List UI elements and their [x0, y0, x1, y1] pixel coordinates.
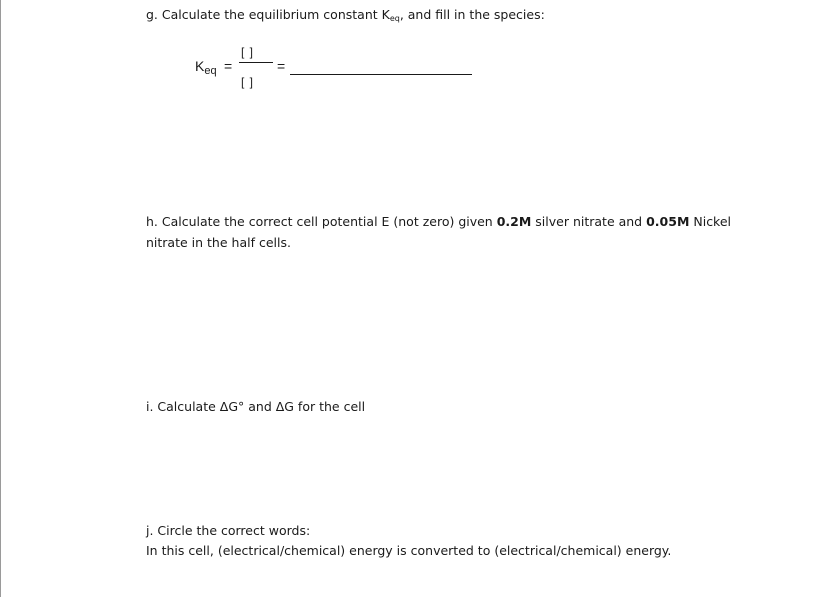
question-j-line1: j. Circle the correct words:	[146, 523, 311, 538]
equals-sign-2: =	[277, 58, 286, 74]
fraction-bar	[239, 62, 273, 63]
keq-symbol	[195, 57, 217, 80]
numerator-brackets: [ ]	[241, 45, 255, 59]
equals-sign-1: =	[224, 58, 233, 74]
question-g-subscript: eq	[389, 14, 400, 23]
question-h-line2: nitrate in the half cells.	[146, 235, 291, 250]
question-h-text-a: h. Calculate the correct cell potential E (not zero) given	[146, 214, 497, 229]
question-i: i. Calculate ΔG° and ΔG for the cell	[146, 399, 366, 414]
question-g-prefix: g. Calculate the equilibrium constant K	[146, 7, 390, 22]
denominator-brackets: [ ]	[241, 75, 255, 89]
question-j-line2: In this cell, (electrical/chemical) energy is converted to (electrical/chemical) energy.	[146, 543, 672, 558]
question-g	[146, 7, 545, 27]
keq-subscript: eq	[204, 65, 217, 77]
silver-nitrate-concentration: 0.2M	[496, 214, 532, 229]
question-h-line1	[146, 214, 731, 230]
answer-blank-line[interactable]	[290, 74, 472, 75]
question-h-text-c: Nickel	[689, 214, 732, 229]
keq-letter: K	[195, 58, 205, 74]
question-h-text-b: silver nitrate and	[531, 214, 647, 229]
nickel-nitrate-concentration: 0.05M	[646, 214, 690, 229]
question-g-suffix: , and fill in the species:	[399, 7, 545, 22]
